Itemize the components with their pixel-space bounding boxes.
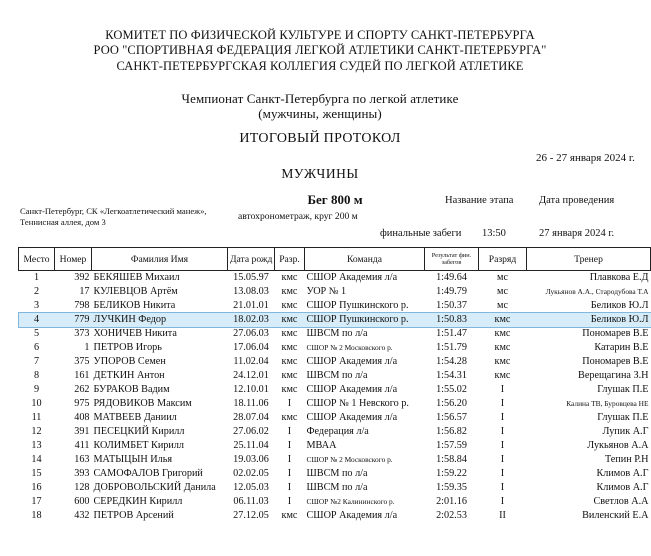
organization-line-1: КОМИТЕТ ПО ФИЗИЧЕСКОЙ КУЛЬТУРЕ И СПОРТУ САНКТ-ПЕТЕРБУРГА (105, 28, 535, 42)
grade-cell: II (499, 510, 506, 521)
col-header-place: Место (19, 248, 55, 271)
table-row[interactable] (19, 411, 651, 425)
athlete-name: БЕКЯШЕВ Михаил (93, 272, 180, 283)
team-name: СШОР Академия л/а (306, 356, 398, 367)
grade-cell: кмс (494, 356, 511, 367)
place-cell: 13 (31, 440, 42, 451)
athlete-name: СЕРЕДКИН Кирилл (93, 496, 183, 507)
birth-date: 18.02.03 (228, 313, 275, 327)
athlete-name: УПОРОВ Семен (93, 356, 166, 367)
rank-cell: кмс (281, 300, 298, 311)
bib-cell: 798 (74, 300, 90, 311)
place-cell: 7 (33, 356, 40, 367)
competition-dates: 26 - 27 января 2024 г. (536, 152, 635, 164)
table-row[interactable] (19, 425, 651, 439)
place-cell: 5 (33, 328, 40, 339)
coach-name: Катарин В.Е (594, 342, 649, 353)
rank-cell: кмс (275, 313, 305, 327)
team-name: СШОР № 2 Московского р. (306, 343, 393, 352)
bib-cell: 432 (74, 510, 90, 521)
grade-cell: мс (497, 300, 508, 311)
table-row[interactable] (19, 467, 651, 481)
place-cell: 12 (31, 426, 42, 437)
team-name: СШОР №2 Калининского р. (306, 497, 395, 506)
grade-cell: I (500, 454, 505, 465)
team-name: СШОР Академия л/а (306, 384, 398, 395)
heat-date: 27 января 2024 г. (539, 228, 615, 239)
coach-name: Пономарев В.Е (582, 356, 649, 367)
team-name: СШОР Пушкинского р. (305, 313, 425, 327)
table-row[interactable] (19, 285, 651, 299)
place-cell: 15 (31, 468, 42, 479)
rank-cell: кмс (281, 384, 298, 395)
result-time: 1:55.02 (436, 384, 467, 395)
team-name: ШВСМ по л/а (306, 370, 368, 381)
table-row[interactable] (19, 439, 651, 453)
athlete-name: ЛУЧКИН Федор (92, 313, 228, 327)
result-time: 1:56.82 (436, 426, 467, 437)
bib-cell: 373 (74, 328, 90, 339)
rank-cell: кмс (281, 328, 298, 339)
place-cell: 14 (31, 454, 42, 465)
table-row[interactable] (19, 355, 651, 369)
birth-date: 27.06.02 (233, 426, 269, 437)
stage-label: Название этапа (445, 195, 514, 206)
col-header-name: Фамилия Имя (92, 248, 228, 271)
birth-date: 13.08.03 (233, 286, 269, 297)
rank-cell: I (287, 426, 292, 437)
grade-cell: I (500, 482, 505, 493)
place-cell: 9 (33, 384, 40, 395)
heat-time: 13:50 (482, 228, 506, 239)
grade-cell: I (500, 398, 505, 409)
result-time: 1:56.57 (436, 412, 467, 423)
rank-cell: I (287, 440, 292, 451)
place-cell: 11 (31, 412, 42, 423)
bib-cell: 262 (74, 384, 90, 395)
result-time: 1:59.35 (436, 482, 467, 493)
bib-cell: 161 (74, 370, 90, 381)
birth-date: 21.01.01 (233, 300, 269, 311)
team-name: МВАА (306, 440, 337, 451)
place-cell: 3 (33, 300, 40, 311)
result-time: 2:01.16 (436, 496, 467, 507)
table-row[interactable] (19, 369, 651, 383)
result-time: 1:54.31 (436, 370, 467, 381)
coach-name: Беликов Ю.Л (527, 313, 651, 327)
coach-name: Калина ТВ, Буровцева НЕ (566, 399, 649, 408)
col-header-dob: Дата рожд (228, 248, 275, 271)
athlete-name: ПЕТРОВ Арсений (93, 510, 174, 521)
place-cell: 17 (31, 496, 42, 507)
table-row[interactable] (19, 327, 651, 341)
athlete-name: ДЕТКИН Антон (93, 370, 165, 381)
grade-cell: I (500, 384, 505, 395)
rank-cell: кмс (281, 272, 298, 283)
bib-cell: 17 (79, 286, 90, 297)
bib-cell: 600 (74, 496, 90, 507)
bib-cell: 411 (74, 440, 90, 451)
birth-date: 02.02.05 (233, 468, 269, 479)
heat-type: финальные забеги (380, 228, 462, 239)
rank-cell: I (287, 398, 292, 409)
grade-cell: I (500, 412, 505, 423)
birth-date: 12.05.03 (233, 482, 269, 493)
table-row[interactable] (19, 397, 651, 411)
team-name: СШОР Академия л/а (306, 510, 398, 521)
col-header-result: Результат фин. забегов (425, 248, 479, 271)
birth-date: 25.11.04 (233, 440, 269, 451)
bib-cell: 392 (74, 272, 90, 283)
table-row[interactable] (19, 383, 651, 397)
bib-cell: 975 (74, 398, 90, 409)
grade-cell: кмс (494, 342, 511, 353)
bib-cell: 391 (74, 426, 90, 437)
grade-cell: кмс (494, 370, 511, 381)
rank-cell: кмс (281, 510, 298, 521)
results-table (18, 247, 651, 523)
team-name: ШВСМ по л/а (306, 482, 368, 493)
coach-name: Глушак П.Е (597, 412, 649, 423)
col-header-coach: Тренер (527, 248, 651, 271)
coach-name: Плавкова Е.Д (589, 272, 649, 283)
birth-date: 11.02.04 (233, 356, 269, 367)
result-time: 1:49.64 (436, 272, 467, 283)
rank-cell: кмс (281, 342, 298, 353)
team-name: УОР № 1 (306, 286, 347, 297)
event-title: Бег 800 м (307, 192, 363, 207)
coach-name: Светлов А.А (593, 496, 649, 507)
place-cell: 8 (33, 370, 40, 381)
athlete-name: КУЛЕВЦОВ Артём (93, 286, 178, 297)
birth-date: 17.06.04 (233, 342, 269, 353)
result-time: 1:56.20 (436, 398, 467, 409)
coach-name: Беликов Ю.Л (590, 300, 649, 311)
col-header-rank: Разр. (275, 248, 305, 271)
team-name: СШОР № 1 Невского р. (306, 398, 409, 409)
athlete-name: БЕЛИКОВ Никита (93, 300, 176, 311)
coach-name: Климов А.Г (596, 482, 649, 493)
rank-cell: I (287, 482, 292, 493)
result-time: 1:49.79 (436, 286, 467, 297)
team-name: СШОР Пушкинского р. (306, 300, 409, 311)
grade-cell: I (500, 468, 505, 479)
rank-cell: I (287, 468, 292, 479)
coach-name: Тепин Р.Н (604, 454, 649, 465)
table-row[interactable] (19, 341, 651, 355)
grade-cell: I (500, 496, 505, 507)
bib-cell: 779 (55, 313, 92, 327)
place-cell: 1 (33, 272, 40, 283)
bib-cell: 1 (84, 342, 90, 353)
bib-cell: 128 (74, 482, 90, 493)
table-row[interactable] (19, 509, 651, 523)
place-cell: 10 (31, 398, 42, 409)
table-header-row (19, 248, 651, 271)
col-header-grade: Разряд (479, 248, 527, 271)
result-time: 1:50.83 (425, 313, 479, 327)
athlete-name: ДОБРОВОЛЬСКИЙ Данила (93, 482, 216, 493)
col-header-team: Команда (305, 248, 425, 271)
birth-date: 19.03.06 (233, 454, 269, 465)
coach-name: Лукьянов А.А (587, 440, 649, 451)
coach-name: Лупик А.Г (602, 426, 649, 437)
team-name: СШОР № 2 Московского р. (306, 455, 393, 464)
rank-cell: кмс (281, 356, 298, 367)
birth-date: 27.06.03 (233, 328, 269, 339)
team-name: ШВСМ по л/а (306, 468, 368, 479)
team-name: ШВСМ по л/а (306, 328, 368, 339)
place-cell: 2 (33, 286, 40, 297)
birth-date: 18.11.06 (233, 398, 269, 409)
rank-cell: I (287, 496, 292, 507)
place-cell: 6 (33, 342, 40, 353)
coach-name: Виленский Е.А (582, 510, 649, 521)
rank-cell: кмс (281, 370, 298, 381)
grade-cell: мс (497, 286, 508, 297)
result-time: 1:59.22 (436, 468, 467, 479)
birth-date: 24.12.01 (233, 370, 269, 381)
bib-cell: 408 (74, 412, 90, 423)
birth-date: 27.12.05 (233, 510, 269, 521)
athlete-name: БУРАКОВ Вадим (93, 384, 170, 395)
birth-date: 28.07.04 (233, 412, 269, 423)
result-time: 1:51.79 (436, 342, 467, 353)
result-time: 1:54.28 (436, 356, 467, 367)
athlete-name: РЯДОВИКОВ Максим (93, 398, 192, 409)
grade-cell: кмс (494, 328, 511, 339)
athlete-name: МАТВЕЕВ Даниил (93, 412, 177, 423)
timing-info: автохронометраж, круг 200 м (238, 211, 358, 222)
championship-category: (мужчины, женщины) (258, 106, 382, 121)
result-time: 1:57.59 (436, 440, 467, 451)
birth-date: 12.10.01 (233, 384, 269, 395)
place-cell: 4 (19, 313, 55, 327)
coach-name: Верещагина З.Н (578, 370, 649, 381)
gender-title: МУЖЧИНЫ (281, 166, 359, 181)
table-row[interactable] (19, 313, 651, 327)
athlete-name: КОЛИМБЕТ Кирилл (93, 440, 185, 451)
organization-line-3: САНКТ-ПЕТЕРБУРГСКАЯ КОЛЛЕГИЯ СУДЕЙ ПО ЛЕГКОЙ АТЛЕТИКЕ (116, 59, 524, 73)
place-cell: 18 (31, 510, 42, 521)
bib-cell: 375 (74, 356, 90, 367)
result-time: 1:58.84 (436, 454, 467, 465)
table-row[interactable] (19, 453, 651, 467)
team-name: СШОР Академия л/а (306, 272, 398, 283)
coach-name: Климов А.Г (596, 468, 649, 479)
team-name: СШОР Академия л/а (306, 412, 398, 423)
athlete-name: САМОФАЛОВ Григорий (93, 468, 203, 479)
rank-cell: I (287, 454, 292, 465)
table-row[interactable] (19, 481, 651, 495)
birth-date: 15.05.97 (233, 272, 269, 283)
championship-title: Чемпионат Санкт-Петербурга по легкой атлетике (181, 91, 459, 106)
athlete-name: ХОНИЧЕВ Никита (93, 328, 177, 339)
coach-name: Глушак П.Е (597, 384, 649, 395)
athlete-name: МАТЫЦЫН Илья (93, 454, 173, 465)
athlete-name: ПЕСЕЦКИЙ Кирилл (93, 426, 185, 437)
coach-name: Пономарев В.Е (582, 328, 649, 339)
result-time: 1:50.37 (436, 300, 467, 311)
organization-line-2: РОО "СПОРТИВНАЯ ФЕДЕРАЦИЯ ЛЕГКОЙ АТЛЕТИКИ САНКТ-ПЕТЕРБУРГА" (93, 43, 547, 57)
rank-cell: кмс (281, 412, 298, 423)
grade-cell: кмс (479, 313, 527, 327)
rank-cell: кмс (281, 286, 298, 297)
table-row[interactable] (19, 271, 651, 286)
place-cell: 16 (31, 482, 42, 493)
grade-cell: мс (497, 272, 508, 283)
result-time: 2:02.53 (436, 510, 467, 521)
col-header-bib: Номер (55, 248, 92, 271)
team-name: Федерация л/а (306, 426, 369, 437)
venue: Санкт-Петербург, СК «Легкоатлетический манеж», Теннисная аллея, дом 3 (20, 206, 207, 227)
bib-cell: 163 (74, 454, 90, 465)
coach-name: Лукьянов А.А., Стародубова Т.А (545, 287, 649, 296)
result-time: 1:51.47 (436, 328, 467, 339)
grade-cell: I (500, 440, 505, 451)
bib-cell: 393 (74, 468, 90, 479)
grade-cell: I (500, 426, 505, 437)
birth-date: 06.11.03 (233, 496, 269, 507)
protocol-title: ИТОГОВЫЙ ПРОТОКОЛ (239, 131, 401, 146)
table-row[interactable] (19, 495, 651, 509)
athlete-name: ПЕТРОВ Игорь (93, 342, 162, 353)
table-row[interactable] (19, 299, 651, 313)
date-label: Дата проведения (539, 195, 615, 206)
